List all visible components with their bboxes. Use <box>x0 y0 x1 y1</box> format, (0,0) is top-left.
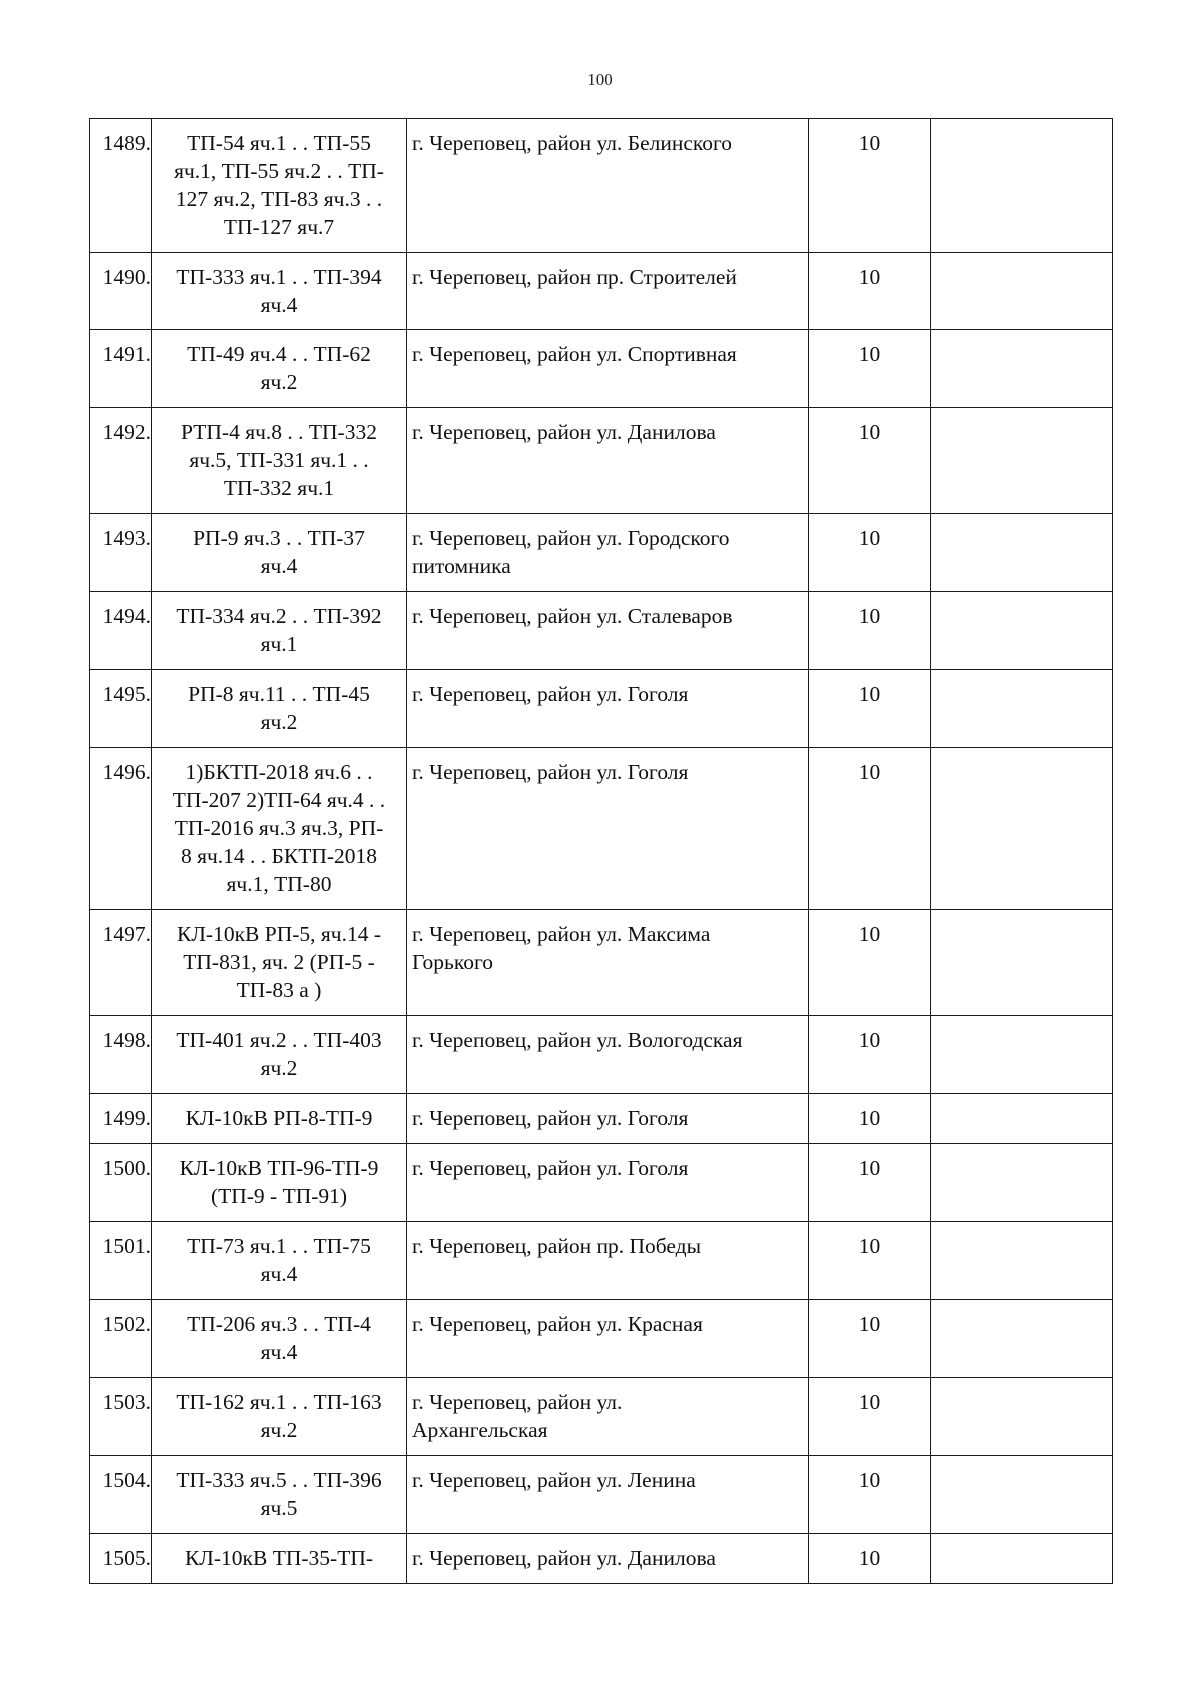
row-number-text: 1505. <box>102 1546 151 1570</box>
object-cell <box>152 330 407 408</box>
voltage-text: 10 <box>858 682 881 706</box>
voltage-text: 10 <box>858 1468 881 1492</box>
object-line: КЛ-10кВ ТП-96-ТП-9 <box>179 1156 379 1180</box>
row-number-text: 1491. <box>102 342 151 366</box>
address-cell <box>407 253 809 330</box>
row-number-text: 1490. <box>102 265 151 289</box>
voltage-text: 10 <box>858 1028 881 1052</box>
object-line: яч.1 <box>260 632 298 656</box>
table-row <box>90 1534 1113 1584</box>
address-line: г. Череповец, район ул. Гоголя <box>412 682 689 706</box>
row-number <box>90 670 152 748</box>
row-number <box>90 748 152 910</box>
extra-cell <box>931 1094 1113 1144</box>
extra-cell <box>931 910 1113 1016</box>
voltage-cell <box>809 1222 931 1300</box>
row-number-text: 1493. <box>102 526 151 550</box>
voltage-cell <box>809 1094 931 1144</box>
address-cell <box>407 408 809 514</box>
object-cell <box>152 1222 407 1300</box>
object-cell <box>152 1016 407 1094</box>
object-line: ТП-162 яч.1 . . ТП-163 <box>176 1390 382 1414</box>
voltage-text: 10 <box>858 1312 881 1336</box>
extra-cell <box>931 1222 1113 1300</box>
row-number <box>90 592 152 670</box>
voltage-text: 10 <box>858 760 881 784</box>
voltage-text: 10 <box>858 1106 881 1130</box>
voltage-cell <box>809 592 931 670</box>
address-line: Горького <box>412 950 493 974</box>
table-row <box>90 330 1113 408</box>
extra-cell <box>931 748 1113 910</box>
table-row <box>90 253 1113 330</box>
row-number <box>90 1300 152 1378</box>
address-line: г. Череповец, район ул. Городского <box>412 526 730 550</box>
address-cell <box>407 1144 809 1222</box>
object-cell <box>152 592 407 670</box>
object-line: РП-8 яч.11 . . ТП-45 <box>188 682 370 706</box>
voltage-text: 10 <box>858 526 881 550</box>
row-number-text: 1500. <box>102 1156 151 1180</box>
object-line: яч.5 <box>260 1496 298 1520</box>
address-cell <box>407 1456 809 1534</box>
address-cell <box>407 1378 809 1456</box>
voltage-cell <box>809 1534 931 1584</box>
object-line: яч.2 <box>260 1418 298 1442</box>
row-number <box>90 514 152 592</box>
row-number-text: 1495. <box>102 682 151 706</box>
address-line: г. Череповец, район ул. Гоголя <box>412 1156 689 1180</box>
object-cell <box>152 748 407 910</box>
object-line: ТП-333 яч.5 . . ТП-396 <box>176 1468 382 1492</box>
row-number <box>90 1378 152 1456</box>
row-number-text: 1496. <box>102 760 151 784</box>
object-line: РТП-4 яч.8 . . ТП-332 <box>181 420 377 444</box>
row-number <box>90 1534 152 1584</box>
row-number <box>90 408 152 514</box>
object-line: ТП-207 2)ТП-64 яч.4 . . <box>172 788 386 812</box>
voltage-text: 10 <box>858 1546 881 1570</box>
object-line: ТП-83 а ) <box>236 978 322 1002</box>
voltage-text: 10 <box>858 342 881 366</box>
table-row <box>90 1094 1113 1144</box>
address-cell <box>407 514 809 592</box>
address-cell <box>407 910 809 1016</box>
table-row <box>90 748 1113 910</box>
voltage-text: 10 <box>858 1390 881 1414</box>
object-cell <box>152 1378 407 1456</box>
table-row <box>90 1300 1113 1378</box>
row-number-text: 1501. <box>102 1234 151 1258</box>
extra-cell <box>931 1534 1113 1584</box>
object-cell <box>152 1094 407 1144</box>
extra-cell <box>931 1378 1113 1456</box>
voltage-text: 10 <box>858 604 881 628</box>
table-row <box>90 592 1113 670</box>
object-line: 127 яч.2, ТП-83 яч.3 . . <box>175 187 383 211</box>
object-line: яч.4 <box>260 293 298 317</box>
address-cell <box>407 1016 809 1094</box>
object-line: яч.2 <box>260 370 298 394</box>
row-number-text: 1502. <box>102 1312 151 1336</box>
object-cell <box>152 1300 407 1378</box>
table-row <box>90 514 1113 592</box>
object-cell <box>152 119 407 253</box>
row-number-text: 1489. <box>102 131 151 155</box>
extra-cell <box>931 408 1113 514</box>
row-number-text: 1499. <box>102 1106 151 1130</box>
extra-cell <box>931 253 1113 330</box>
address-line: г. Череповец, район ул. Гоголя <box>412 760 689 784</box>
voltage-cell <box>809 330 931 408</box>
object-cell <box>152 910 407 1016</box>
voltage-text: 10 <box>858 922 881 946</box>
row-number <box>90 330 152 408</box>
voltage-cell <box>809 1300 931 1378</box>
voltage-text: 10 <box>858 265 881 289</box>
object-line: яч.1, ТП-80 <box>226 872 332 896</box>
voltage-cell <box>809 408 931 514</box>
table-row <box>90 670 1113 748</box>
records-table <box>89 118 1113 1584</box>
object-line: яч.2 <box>260 710 298 734</box>
voltage-cell <box>809 253 931 330</box>
records-table-body <box>90 119 1113 1584</box>
table-row <box>90 1016 1113 1094</box>
voltage-cell <box>809 119 931 253</box>
object-line: КЛ-10кВ ТП-35-ТП- <box>184 1546 374 1570</box>
row-number-text: 1498. <box>102 1028 151 1052</box>
address-cell <box>407 1222 809 1300</box>
table-row <box>90 1222 1113 1300</box>
extra-cell <box>931 670 1113 748</box>
object-line: ТП-332 яч.1 <box>223 476 335 500</box>
object-line: яч.5, ТП-331 яч.1 . . <box>189 448 369 472</box>
voltage-cell <box>809 514 931 592</box>
object-cell <box>152 1144 407 1222</box>
address-line: г. Череповец, район ул. Данилова <box>412 1546 716 1570</box>
address-line: питомника <box>412 554 511 578</box>
row-number <box>90 1144 152 1222</box>
address-line: г. Череповец, район ул. Данилова <box>412 420 716 444</box>
voltage-cell <box>809 910 931 1016</box>
object-line: яч.2 <box>260 1056 298 1080</box>
voltage-cell <box>809 1144 931 1222</box>
table-row <box>90 408 1113 514</box>
table-row <box>90 119 1113 253</box>
table-row <box>90 1378 1113 1456</box>
address-cell <box>407 119 809 253</box>
object-line: ТП-2016 яч.3 яч.3, РП- <box>174 816 384 840</box>
address-line: г. Череповец, район ул. <box>412 1390 623 1414</box>
extra-cell <box>931 330 1113 408</box>
extra-cell <box>931 514 1113 592</box>
object-line: ТП-206 яч.3 . . ТП-4 <box>187 1312 371 1336</box>
object-line: 1)БКТП-2018 яч.6 . . <box>185 760 373 784</box>
address-cell <box>407 670 809 748</box>
extra-cell <box>931 1016 1113 1094</box>
address-cell <box>407 330 809 408</box>
object-line: 8 яч.14 . . БКТП-2018 <box>180 844 378 868</box>
object-line: ТП-54 яч.1 . . ТП-55 <box>187 131 371 155</box>
voltage-text: 10 <box>858 1156 881 1180</box>
extra-cell <box>931 1456 1113 1534</box>
row-number-text: 1497. <box>102 922 151 946</box>
row-number-text: 1494. <box>102 604 151 628</box>
object-line: КЛ-10кВ РП-5, яч.14 - <box>177 922 381 946</box>
extra-cell <box>931 1144 1113 1222</box>
object-line: яч.1, ТП-55 яч.2 . . ТП- <box>174 159 384 183</box>
voltage-text: 10 <box>858 420 881 444</box>
voltage-cell <box>809 1456 931 1534</box>
address-line: г. Череповец, район пр. Строителей <box>412 265 737 289</box>
address-line: Архангельская <box>412 1418 548 1442</box>
object-cell <box>152 253 407 330</box>
object-line: КЛ-10кВ РП-8-ТП-9 <box>185 1106 373 1130</box>
voltage-text: 10 <box>858 1234 881 1258</box>
object-line: ТП-127 яч.7 <box>223 215 335 239</box>
address-cell <box>407 1094 809 1144</box>
address-line: г. Череповец, район пр. Победы <box>412 1234 702 1258</box>
address-line: г. Череповец, район ул. Ленина <box>412 1468 696 1492</box>
row-number <box>90 1016 152 1094</box>
object-line: ТП-73 яч.1 . . ТП-75 <box>187 1234 371 1258</box>
row-number-text: 1492. <box>102 420 151 444</box>
row-number-text: 1504. <box>102 1468 151 1492</box>
object-line: ТП-401 яч.2 . . ТП-403 <box>176 1028 382 1052</box>
voltage-cell <box>809 1016 931 1094</box>
row-number <box>90 1094 152 1144</box>
object-line: яч.4 <box>260 554 298 578</box>
address-cell <box>407 592 809 670</box>
object-line: яч.4 <box>260 1340 298 1364</box>
row-number-text: 1503. <box>102 1390 151 1414</box>
table-row <box>90 910 1113 1016</box>
object-line: ТП-333 яч.1 . . ТП-394 <box>176 265 382 289</box>
voltage-cell <box>809 748 931 910</box>
object-line: РП-9 яч.3 . . ТП-37 <box>193 526 365 550</box>
address-line: г. Череповец, район ул. Сталеваров <box>412 604 733 628</box>
object-line: яч.4 <box>260 1262 298 1286</box>
voltage-cell <box>809 1378 931 1456</box>
page-number: 100 <box>587 70 613 89</box>
address-cell <box>407 1300 809 1378</box>
object-line: ТП-831, яч. 2 (РП-5 - <box>183 950 375 974</box>
extra-cell <box>931 592 1113 670</box>
row-number <box>90 1456 152 1534</box>
object-line: ТП-334 яч.2 . . ТП-392 <box>176 604 382 628</box>
voltage-text: 10 <box>858 131 881 155</box>
row-number <box>90 1222 152 1300</box>
address-line: г. Череповец, район ул. Спортивная <box>412 342 737 366</box>
object-cell <box>152 514 407 592</box>
address-line: г. Череповец, район ул. Гоголя <box>412 1106 689 1130</box>
address-line: г. Череповец, район ул. Красная <box>412 1312 703 1336</box>
row-number <box>90 910 152 1016</box>
table-row <box>90 1144 1113 1222</box>
address-cell <box>407 748 809 910</box>
table-row <box>90 1456 1113 1534</box>
address-line: г. Череповец, район ул. Вологодская <box>412 1028 743 1052</box>
extra-cell <box>931 1300 1113 1378</box>
object-cell <box>152 670 407 748</box>
address-line: г. Череповец, район ул. Белинского <box>412 131 733 155</box>
object-cell <box>152 1456 407 1534</box>
object-cell <box>152 1534 407 1584</box>
object-cell <box>152 408 407 514</box>
object-line: ТП-49 яч.4 . . ТП-62 <box>187 342 371 366</box>
address-line: г. Череповец, район ул. Максима <box>412 922 711 946</box>
object-line: (ТП-9 - ТП-91) <box>210 1184 348 1208</box>
extra-cell <box>931 119 1113 253</box>
row-number <box>90 253 152 330</box>
row-number <box>90 119 152 253</box>
voltage-cell <box>809 670 931 748</box>
address-cell <box>407 1534 809 1584</box>
